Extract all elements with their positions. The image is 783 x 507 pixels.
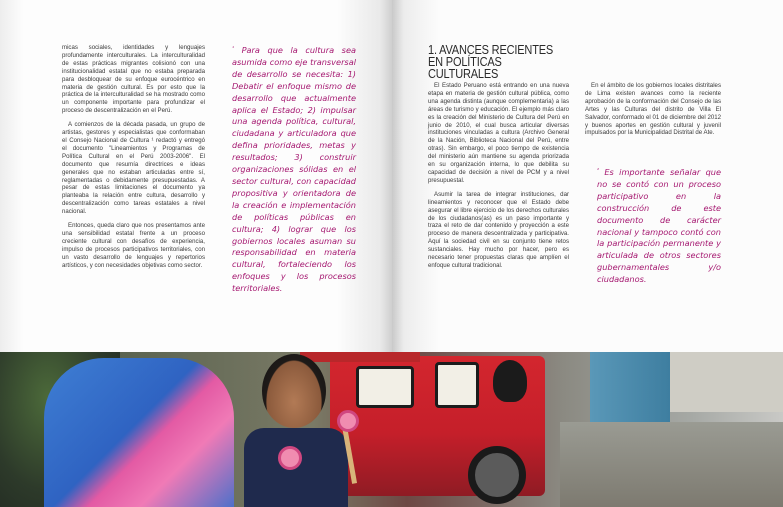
right-page: [392, 0, 783, 352]
right-body-column: [428, 82, 569, 276]
left-pull-quote: [232, 44, 356, 295]
pull-quote-text: Para que la cultura sea asumida como eje transversal de desarrollo se necesita: 1) Debatir el enfoque mismo de desarrollo que actualmente aplica el Estado; 2) impulsar una agenda política, cultural, ciudadana y articuladora que defina prioridades, metas y resultados; 3) construir organizaciones sólidas en el sector cultural, con capacidad propositiva y orientadora de la creación e implementación de políticas públicas en cultura; 4) lograr que los gobiernos locales asuman su responsabilidad en materia cultural, fortaleciendo los enfoques y los procesos territoriales.: [232, 45, 356, 294]
left-paragraph-2: A comienzos de la década pasada, un grupo de artistas, gestores y especialistas que conformaban el Consejo Nacional de Cultura ¹ redactó y entregó el documento "Lineamientos y Programas de Política Cultural en el Perú 2003-2006". El documento que resumía directrices e ideas generales que no estaban articuladas entre sí, reglamentadas o debidamente presupuestadas. A pesar de estas limitaciones el documento ya planteaba la relación entre cultura, desarrollo y descentralización como tareas estatales a nivel nacional.: [62, 121, 205, 216]
child-head: [262, 354, 326, 428]
left-page: [0, 0, 392, 352]
left-paragraph-3: Entonces, queda claro que nos presentamos ante una sensibilidad estatal frente a un proceso creciente cultural con desafíos de experiencia, impulso de procesos participativos territoriales, con un vasto desarrollo de lenguajes y repertorios artísticos, y con necesidades objetivas como sector.: [62, 222, 205, 269]
wall: [670, 352, 783, 412]
left-paragraph-1: micas sociales, identidades y lenguajes profundamente interculturales. La interculturalidad de estas prácticas migrantes colisionó con una institucionalidad estatal que no estaba preparada para desbloquear de su enfoque eurocéntrico en materia de gestión cultural. Es por esto que la práctica de la interculturalidad se ha mostrado como un componente importante para profundizar el proceso de descentralización en el Perú.: [62, 44, 205, 115]
drumstick-head: [337, 410, 359, 432]
footnote-marker: ¹: [232, 46, 235, 52]
pull-quote-text: Es importante señalar que no se contó con un proceso participativo en la construcción de este documento de carácter nacional y tampoco contó con la participación permanente y articulada de otros sectores gubernamentales y/o ciudadanos.: [597, 167, 721, 285]
awning: [300, 352, 420, 362]
section-heading: 1. AVANCES RECIENTES EN POLÍTICAS CULTURALES: [428, 43, 554, 81]
right-paragraph-2: Asumir la tarea de integrar instituciones, dar lineamientos y reconocer que el Estado debe asegurar el libre ejercicio de los derechos culturales de los ciudadanos(as) es un paso importante y traza el reto de dar contenido y proyección a este proceso de manera descentralizada y participativa. Aquí la sociedad civil en su conjunto tiene retos sustanciales. Hay mucho por hacer, pero es necesario tener propuestas claras que amplíen el enfoque cultural tradicional.: [428, 190, 569, 269]
wheel: [468, 446, 526, 504]
street-photo: [0, 352, 783, 507]
street: [560, 422, 783, 507]
person-jacket: [44, 358, 234, 507]
drumstick-head: [278, 446, 302, 470]
right-pull-quote: [597, 166, 721, 286]
wall: [590, 352, 670, 422]
right-paragraph-3: En el ámbito de los gobiernos locales distritales de Lima existen avances como la reciente aprobación de la conformación del Consejo de las Artes y las Culturas del distrito de Villa El Salvador, conformado el 01 de diciembre del 2012 y buenos aportes en gestión cultural y juvenil impulsados por la Municipalidad Distrital de Ate.: [585, 82, 721, 137]
right-paragraph-1: El Estado Peruano está entrando en una nueva etapa en materia de gestión cultural pública, como una agenda distinta (aunque complementaria) a las áreas de turismo y educación. El ejemplo más claro es la creación del Ministerio de Cultura del Perú en junio de 2010, el cual busca articular diversas instituciones vinculadas a cultura (Archivo General de la Nación, Biblioteca Nacional del Perú, entre otras). Sin embargo, el poco tiempo de existencia del ministerio aún mantiene su agenda priorizada en su organización interna, lo que debilita su capacidad de decisión a nivel de PCM y a nivel presupuestal.: [428, 82, 569, 184]
vehicle-window: [356, 366, 414, 408]
left-body-column: [62, 44, 205, 275]
vehicle-emblem: [493, 360, 527, 402]
right-body-column-2: [585, 82, 721, 143]
vehicle-window: [435, 362, 479, 408]
footnote-marker: ²: [597, 168, 600, 174]
